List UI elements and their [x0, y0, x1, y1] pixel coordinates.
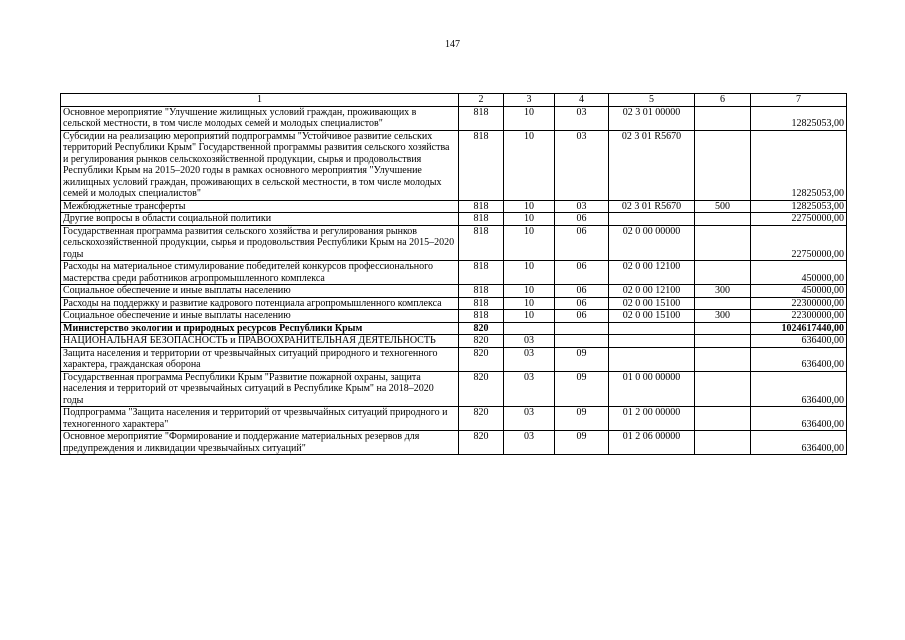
subsection-cell: 06	[555, 310, 609, 323]
subsection-cell: 03	[555, 200, 609, 213]
table-row	[61, 371, 847, 407]
row-name-cell: Основное мероприятие "Улучшение жилищных условий граждан, проживающих в сельской местности, в том числе молодых семей и молодых специалистов"	[61, 106, 459, 130]
amount-cell: 12825053,00	[751, 200, 847, 213]
table-row	[61, 310, 847, 323]
expense-type-cell	[695, 297, 751, 310]
expense-type-cell	[695, 322, 751, 335]
table-row	[61, 261, 847, 285]
table-row	[61, 335, 847, 348]
expense-type-cell	[695, 335, 751, 348]
ministry-code-cell: 820	[459, 322, 504, 335]
target-article-cell: 02 0 00 12100	[609, 261, 695, 285]
ministry-code-cell: 818	[459, 200, 504, 213]
subsection-cell: 09	[555, 407, 609, 431]
target-article-cell: 01 2 00 00000	[609, 407, 695, 431]
ministry-code-cell: 818	[459, 261, 504, 285]
target-article-cell: 02 0 00 15100	[609, 310, 695, 323]
column-header: 1	[61, 94, 459, 107]
column-header: 4	[555, 94, 609, 107]
row-name-cell: Подпрограмма "Защита населения и территорий от чрезвычайных ситуаций природного и техногенного характера"	[61, 407, 459, 431]
table-row	[61, 225, 847, 261]
section-cell: 10	[504, 310, 555, 323]
column-header: 5	[609, 94, 695, 107]
expense-type-cell	[695, 261, 751, 285]
row-name-cell: Субсидии на реализацию мероприятий подпрограммы "Устойчивое развитие сельских территорий Республики Крым" Государственной программы развития сельского хозяйства и регулирования рынков сельскохозяйственной продукции, сырья и продовольствия Республики Крым на 2015–2020 годы в рамках основного мероприятия "Улучшение жилищных условий граждан, проживающих в сельской местности, в том числе молодых семей и молодых специалистов"	[61, 130, 459, 200]
section-cell: 10	[504, 106, 555, 130]
ministry-code-cell: 818	[459, 310, 504, 323]
table-row	[61, 322, 847, 335]
ministry-code-cell: 818	[459, 213, 504, 226]
section-cell: 10	[504, 261, 555, 285]
ministry-code-cell: 820	[459, 347, 504, 371]
row-name-cell: Государственная программа развития сельского хозяйства и регулирования рынков сельскохозяйственной продукции, сырья и продовольствия Республики Крым на 2015–2020 годы	[61, 225, 459, 261]
row-name-cell: Другие вопросы в области социальной политики	[61, 213, 459, 226]
amount-cell: 22750000,00	[751, 213, 847, 226]
table-row	[61, 106, 847, 130]
amount-cell: 22300000,00	[751, 297, 847, 310]
amount-cell: 1024617440,00	[751, 322, 847, 335]
expense-type-cell	[695, 407, 751, 431]
ministry-code-cell: 818	[459, 225, 504, 261]
target-article-cell: 02 3 01 R5670	[609, 200, 695, 213]
amount-cell: 450000,00	[751, 285, 847, 298]
target-article-cell: 02 3 01 R5670	[609, 130, 695, 200]
ministry-code-cell: 818	[459, 130, 504, 200]
section-cell: 10	[504, 285, 555, 298]
ministry-code-cell: 820	[459, 431, 504, 455]
row-name-cell: Министерство экологии и природных ресурсов Республики Крым	[61, 322, 459, 335]
section-cell: 03	[504, 335, 555, 348]
subsection-cell: 06	[555, 297, 609, 310]
table-row	[61, 431, 847, 455]
budget-table	[60, 93, 847, 455]
target-article-cell: 02 0 00 15100	[609, 297, 695, 310]
amount-cell: 636400,00	[751, 371, 847, 407]
amount-cell: 636400,00	[751, 335, 847, 348]
section-cell: 10	[504, 297, 555, 310]
amount-cell: 12825053,00	[751, 130, 847, 200]
ministry-code-cell: 818	[459, 106, 504, 130]
target-article-cell	[609, 322, 695, 335]
expense-type-cell	[695, 106, 751, 130]
table-row	[61, 213, 847, 226]
table-row	[61, 285, 847, 298]
subsection-cell: 03	[555, 130, 609, 200]
target-article-cell: 02 0 00 00000	[609, 225, 695, 261]
amount-cell: 636400,00	[751, 347, 847, 371]
amount-cell: 636400,00	[751, 407, 847, 431]
target-article-cell: 02 3 01 00000	[609, 106, 695, 130]
row-name-cell: Социальное обеспечение и иные выплаты населению	[61, 285, 459, 298]
column-header: 3	[504, 94, 555, 107]
row-name-cell: Защита населения и территории от чрезвычайных ситуаций природного и техногенного характера, гражданская оборона	[61, 347, 459, 371]
table-row	[61, 347, 847, 371]
expense-type-cell: 500	[695, 200, 751, 213]
table-row	[61, 200, 847, 213]
expense-type-cell	[695, 431, 751, 455]
subsection-cell: 06	[555, 225, 609, 261]
amount-cell: 22750000,00	[751, 225, 847, 261]
expense-type-cell	[695, 347, 751, 371]
subsection-cell: 03	[555, 106, 609, 130]
amount-cell: 636400,00	[751, 431, 847, 455]
section-cell	[504, 322, 555, 335]
amount-cell: 22300000,00	[751, 310, 847, 323]
row-name-cell: Социальное обеспечение и иные выплаты населению	[61, 310, 459, 323]
ministry-code-cell: 818	[459, 297, 504, 310]
expense-type-cell	[695, 213, 751, 226]
table-row	[61, 130, 847, 200]
section-cell: 10	[504, 213, 555, 226]
subsection-cell: 06	[555, 285, 609, 298]
expense-type-cell	[695, 225, 751, 261]
target-article-cell	[609, 213, 695, 226]
target-article-cell	[609, 347, 695, 371]
column-header: 6	[695, 94, 751, 107]
ministry-code-cell: 820	[459, 335, 504, 348]
target-article-cell: 02 0 00 12100	[609, 285, 695, 298]
section-cell: 03	[504, 371, 555, 407]
subsection-cell: 06	[555, 213, 609, 226]
ministry-code-cell: 820	[459, 407, 504, 431]
ministry-code-cell: 818	[459, 285, 504, 298]
target-article-cell	[609, 335, 695, 348]
page-number: 147	[445, 39, 460, 50]
amount-cell: 450000,00	[751, 261, 847, 285]
ministry-code-cell: 820	[459, 371, 504, 407]
section-cell: 10	[504, 225, 555, 261]
row-name-cell: Расходы на поддержку и развитие кадрового потенциала агропромышленного комплекса	[61, 297, 459, 310]
table-row	[61, 407, 847, 431]
expense-type-cell	[695, 130, 751, 200]
section-cell: 10	[504, 200, 555, 213]
column-header: 2	[459, 94, 504, 107]
subsection-cell: 09	[555, 347, 609, 371]
amount-cell: 12825053,00	[751, 106, 847, 130]
subsection-cell: 09	[555, 431, 609, 455]
column-header: 7	[751, 94, 847, 107]
row-name-cell: Расходы на материальное стимулирование победителей конкурсов профессионального мастерства среди работников агропромышленного комплекса	[61, 261, 459, 285]
expense-type-cell: 300	[695, 285, 751, 298]
subsection-cell	[555, 335, 609, 348]
section-cell: 03	[504, 431, 555, 455]
section-cell: 03	[504, 407, 555, 431]
subsection-cell: 06	[555, 261, 609, 285]
row-name-cell: Межбюджетные трансферты	[61, 200, 459, 213]
subsection-cell	[555, 322, 609, 335]
row-name-cell: НАЦИОНАЛЬНАЯ БЕЗОПАСНОСТЬ и ПРАВООХРАНИТЕЛЬНАЯ ДЕЯТЕЛЬНОСТЬ	[61, 335, 459, 348]
section-cell: 10	[504, 130, 555, 200]
table-header-row	[61, 94, 847, 107]
expense-type-cell	[695, 371, 751, 407]
row-name-cell: Государственная программа Республики Крым "Развитие пожарной охраны, защита населения и территорий от чрезвычайных ситуаций в Республике Крым" на 2018–2020 годы	[61, 371, 459, 407]
section-cell: 03	[504, 347, 555, 371]
target-article-cell: 01 2 06 00000	[609, 431, 695, 455]
expense-type-cell: 300	[695, 310, 751, 323]
target-article-cell: 01 0 00 00000	[609, 371, 695, 407]
subsection-cell: 09	[555, 371, 609, 407]
row-name-cell: Основное мероприятие "Формирование и поддержание материальных резервов для предупреждения и ликвидации чрезвычайных ситуаций"	[61, 431, 459, 455]
table-row	[61, 297, 847, 310]
